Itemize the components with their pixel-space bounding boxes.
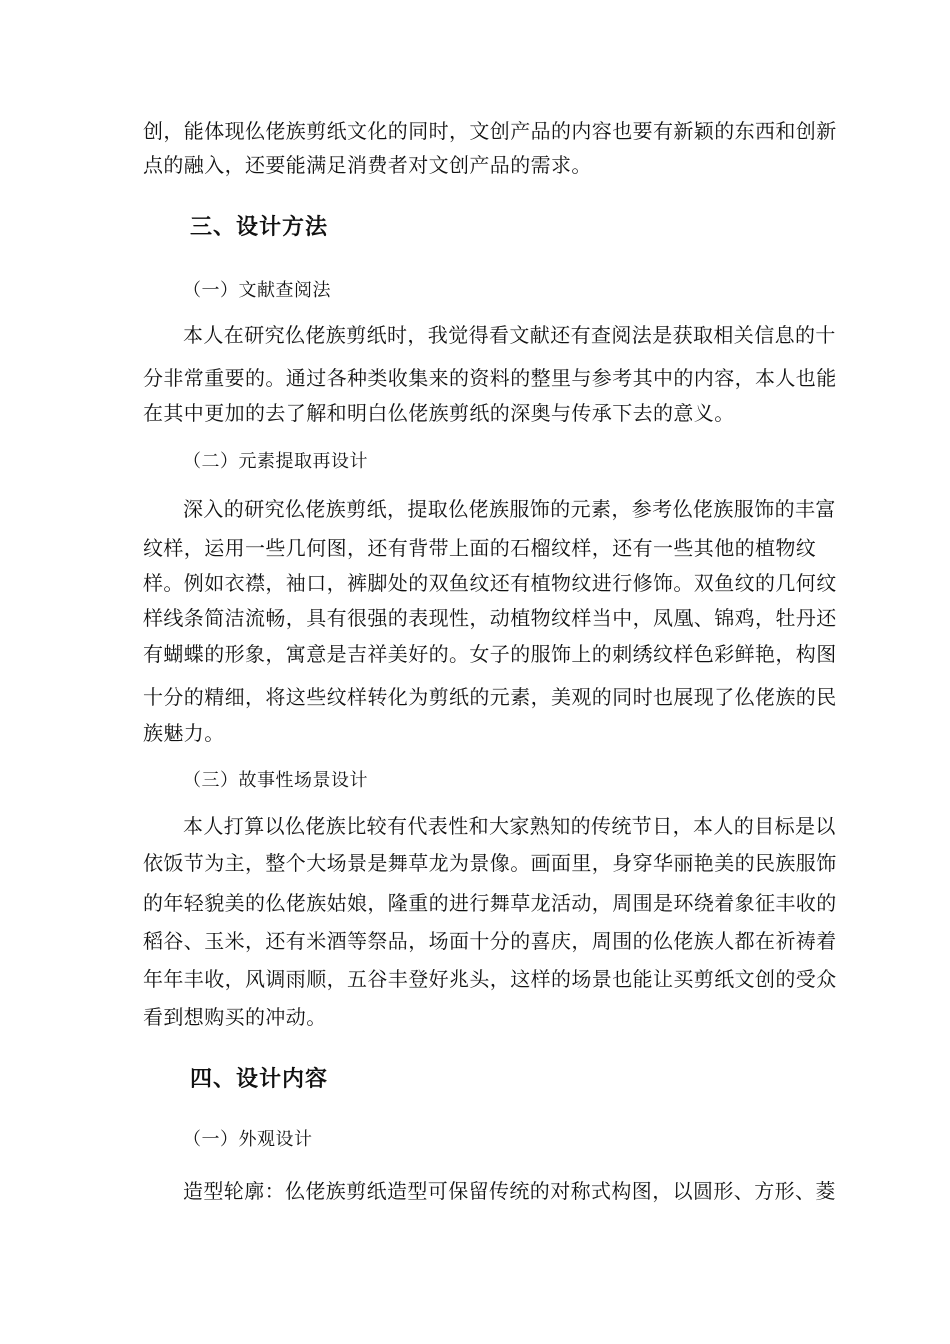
paragraph-line: 稻谷、玉米，还有米酒等祭品，场面十分的喜庆，周围的仫佬族人都在祈祷着 — [143, 929, 837, 953]
paragraph-line: 族魅力。 — [143, 721, 225, 745]
paragraph-line: 样线条简洁流畅，具有很强的表现性，动植物纹样当中，凤凰、锦鸡，牡丹还 — [143, 606, 837, 630]
paragraph-line: 样。例如衣襟，袖口，裤脚处的双鱼纹还有植物纹进行修饰。双鱼纹的几何纹 — [143, 571, 837, 595]
paragraph-line: 年年丰收，风调雨顺，五谷丰登好兆头，这样的场景也能让买剪纸文创的受众 — [143, 967, 837, 991]
section-heading-4: 四、设计内容 — [190, 1067, 329, 1092]
subsection-heading-3-3: （三）故事性场景设计 — [183, 770, 368, 791]
paragraph-line: 分非常重要的。通过各种类收集来的资料的整里与参考其中的内容，本人也能 — [143, 366, 837, 390]
paragraph-line: 在其中更加的去了解和明白仫佬族剪纸的深奥与传承下去的意义。 — [143, 401, 735, 425]
paragraph-line: 有蝴蝶的形象，寓意是吉祥美好的。女子的服饰上的刺绣纹样色彩鲜艳，构图 — [143, 642, 837, 666]
section-heading-3: 三、设计方法 — [190, 215, 329, 240]
paragraph-line: 依饭节为主，整个大场景是舞草龙为景像。画面里，身穿华丽艳美的民族服饰 — [143, 851, 837, 875]
paragraph-line: 看到想购买的冲动。 — [143, 1005, 327, 1029]
paragraph-line: 深入的研究仫佬族剪纸，提取仫佬族服饰的元素，参考仫佬族服饰的丰富 — [183, 497, 836, 521]
subsection-heading-4-1: （一）外观设计 — [183, 1129, 313, 1150]
paragraph-line: 创，能体现仫佬族剪纸文化的同时，文创产品的内容也要有新颖的东西和创新 — [143, 119, 837, 143]
paragraph-line: 点的融入，还要能满足消费者对文创产品的需求。 — [143, 153, 592, 177]
paragraph-line: 纹样，运用一些几何图，还有背带上面的石榴纹样，还有一些其他的植物纹 — [143, 536, 817, 560]
subsection-heading-3-1: （一）文献查阅法 — [183, 280, 331, 301]
paragraph-line: 本人打算以仫佬族比较有代表性和大家熟知的传统节日，本人的目标是以 — [183, 814, 836, 838]
paragraph-line: 本人在研究仫佬族剪纸时，我觉得看文献还有查阅法是获取相关信息的十 — [183, 323, 836, 347]
paragraph-line: 的年轻貌美的仫佬族姑娘，隆重的进行舞草龙活动，周围是环绕着象征丰收的 — [143, 891, 837, 915]
paragraph-line: 造型轮廓：仫佬族剪纸造型可保留传统的对称式构图，以圆形、方形、菱 — [183, 1179, 836, 1203]
subsection-heading-3-2: （二）元素提取再设计 — [183, 451, 368, 472]
paragraph-line: 十分的精细，将这些纹样转化为剪纸的元素，美观的同时也展现了仫佬族的民 — [143, 685, 837, 709]
